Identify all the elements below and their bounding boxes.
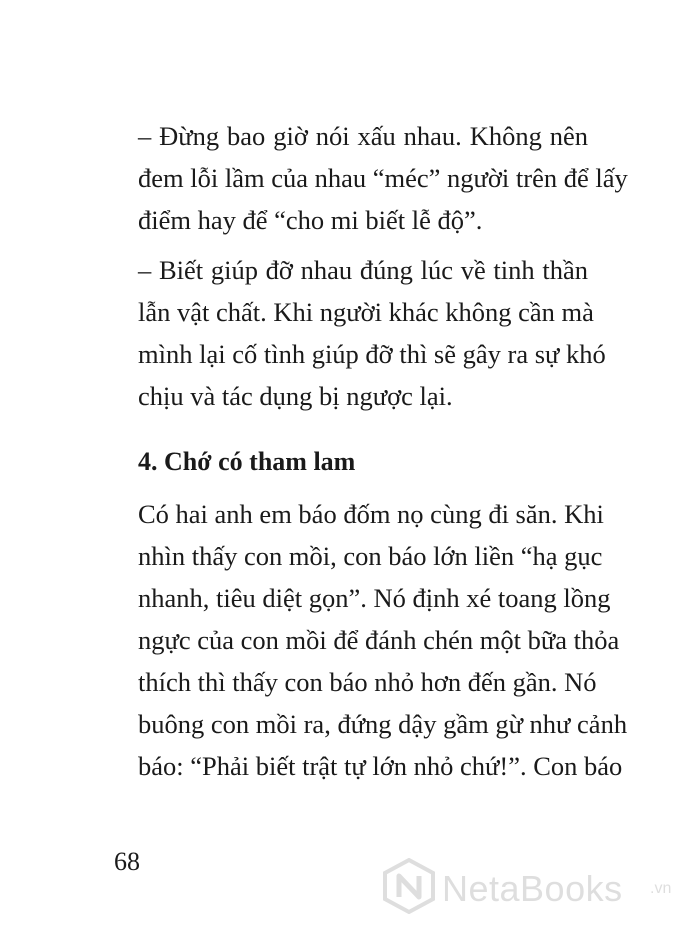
text-line: chịu và tác dụng bị ngược lại. <box>138 381 453 411</box>
watermark-suffix: .vn <box>650 880 672 897</box>
section-heading: 4. Chớ có tham lam <box>138 447 356 476</box>
text-line: lẫn vật chất. Khi người khác không cần mà <box>138 297 594 327</box>
watermark-brand: NetaBooks <box>442 868 623 909</box>
text-line: nhanh, tiêu diệt gọn”. Nó định xé toang lồng <box>138 583 611 613</box>
text-line: Có hai anh em báo đốm nọ cùng đi săn. Khi <box>138 499 604 529</box>
text-line: – Biết giúp đỡ nhau đúng lúc về tinh thần <box>138 255 588 285</box>
text-line: điểm hay để “cho mi biết lễ độ”. <box>138 205 483 235</box>
text-line: báo: “Phải biết trật tự lớn nhỏ chứ!”. Con báo <box>138 751 623 781</box>
text-line: mình lại cố tình giúp đỡ thì sẽ gây ra sự khó <box>138 339 606 369</box>
netabooks-logo-icon <box>382 858 436 914</box>
text-line: thích thì thấy con báo nhỏ hơn đến gần. Nó <box>138 667 597 697</box>
text-line: buông con mồi ra, đứng dậy gầm gừ như cảnh <box>138 709 628 739</box>
text-line: nhìn thấy con mồi, con báo lớn liền “hạ gục <box>138 541 603 571</box>
text-line: đem lỗi lầm của nhau “méc” người trên để lấy <box>138 163 628 193</box>
page-number: 68 <box>114 847 140 876</box>
text-line: ngực của con mồi để đánh chén một bữa thỏa <box>138 625 620 655</box>
text-line: – Đừng bao giờ nói xấu nhau. Không nên <box>138 121 588 151</box>
watermark <box>382 858 682 918</box>
